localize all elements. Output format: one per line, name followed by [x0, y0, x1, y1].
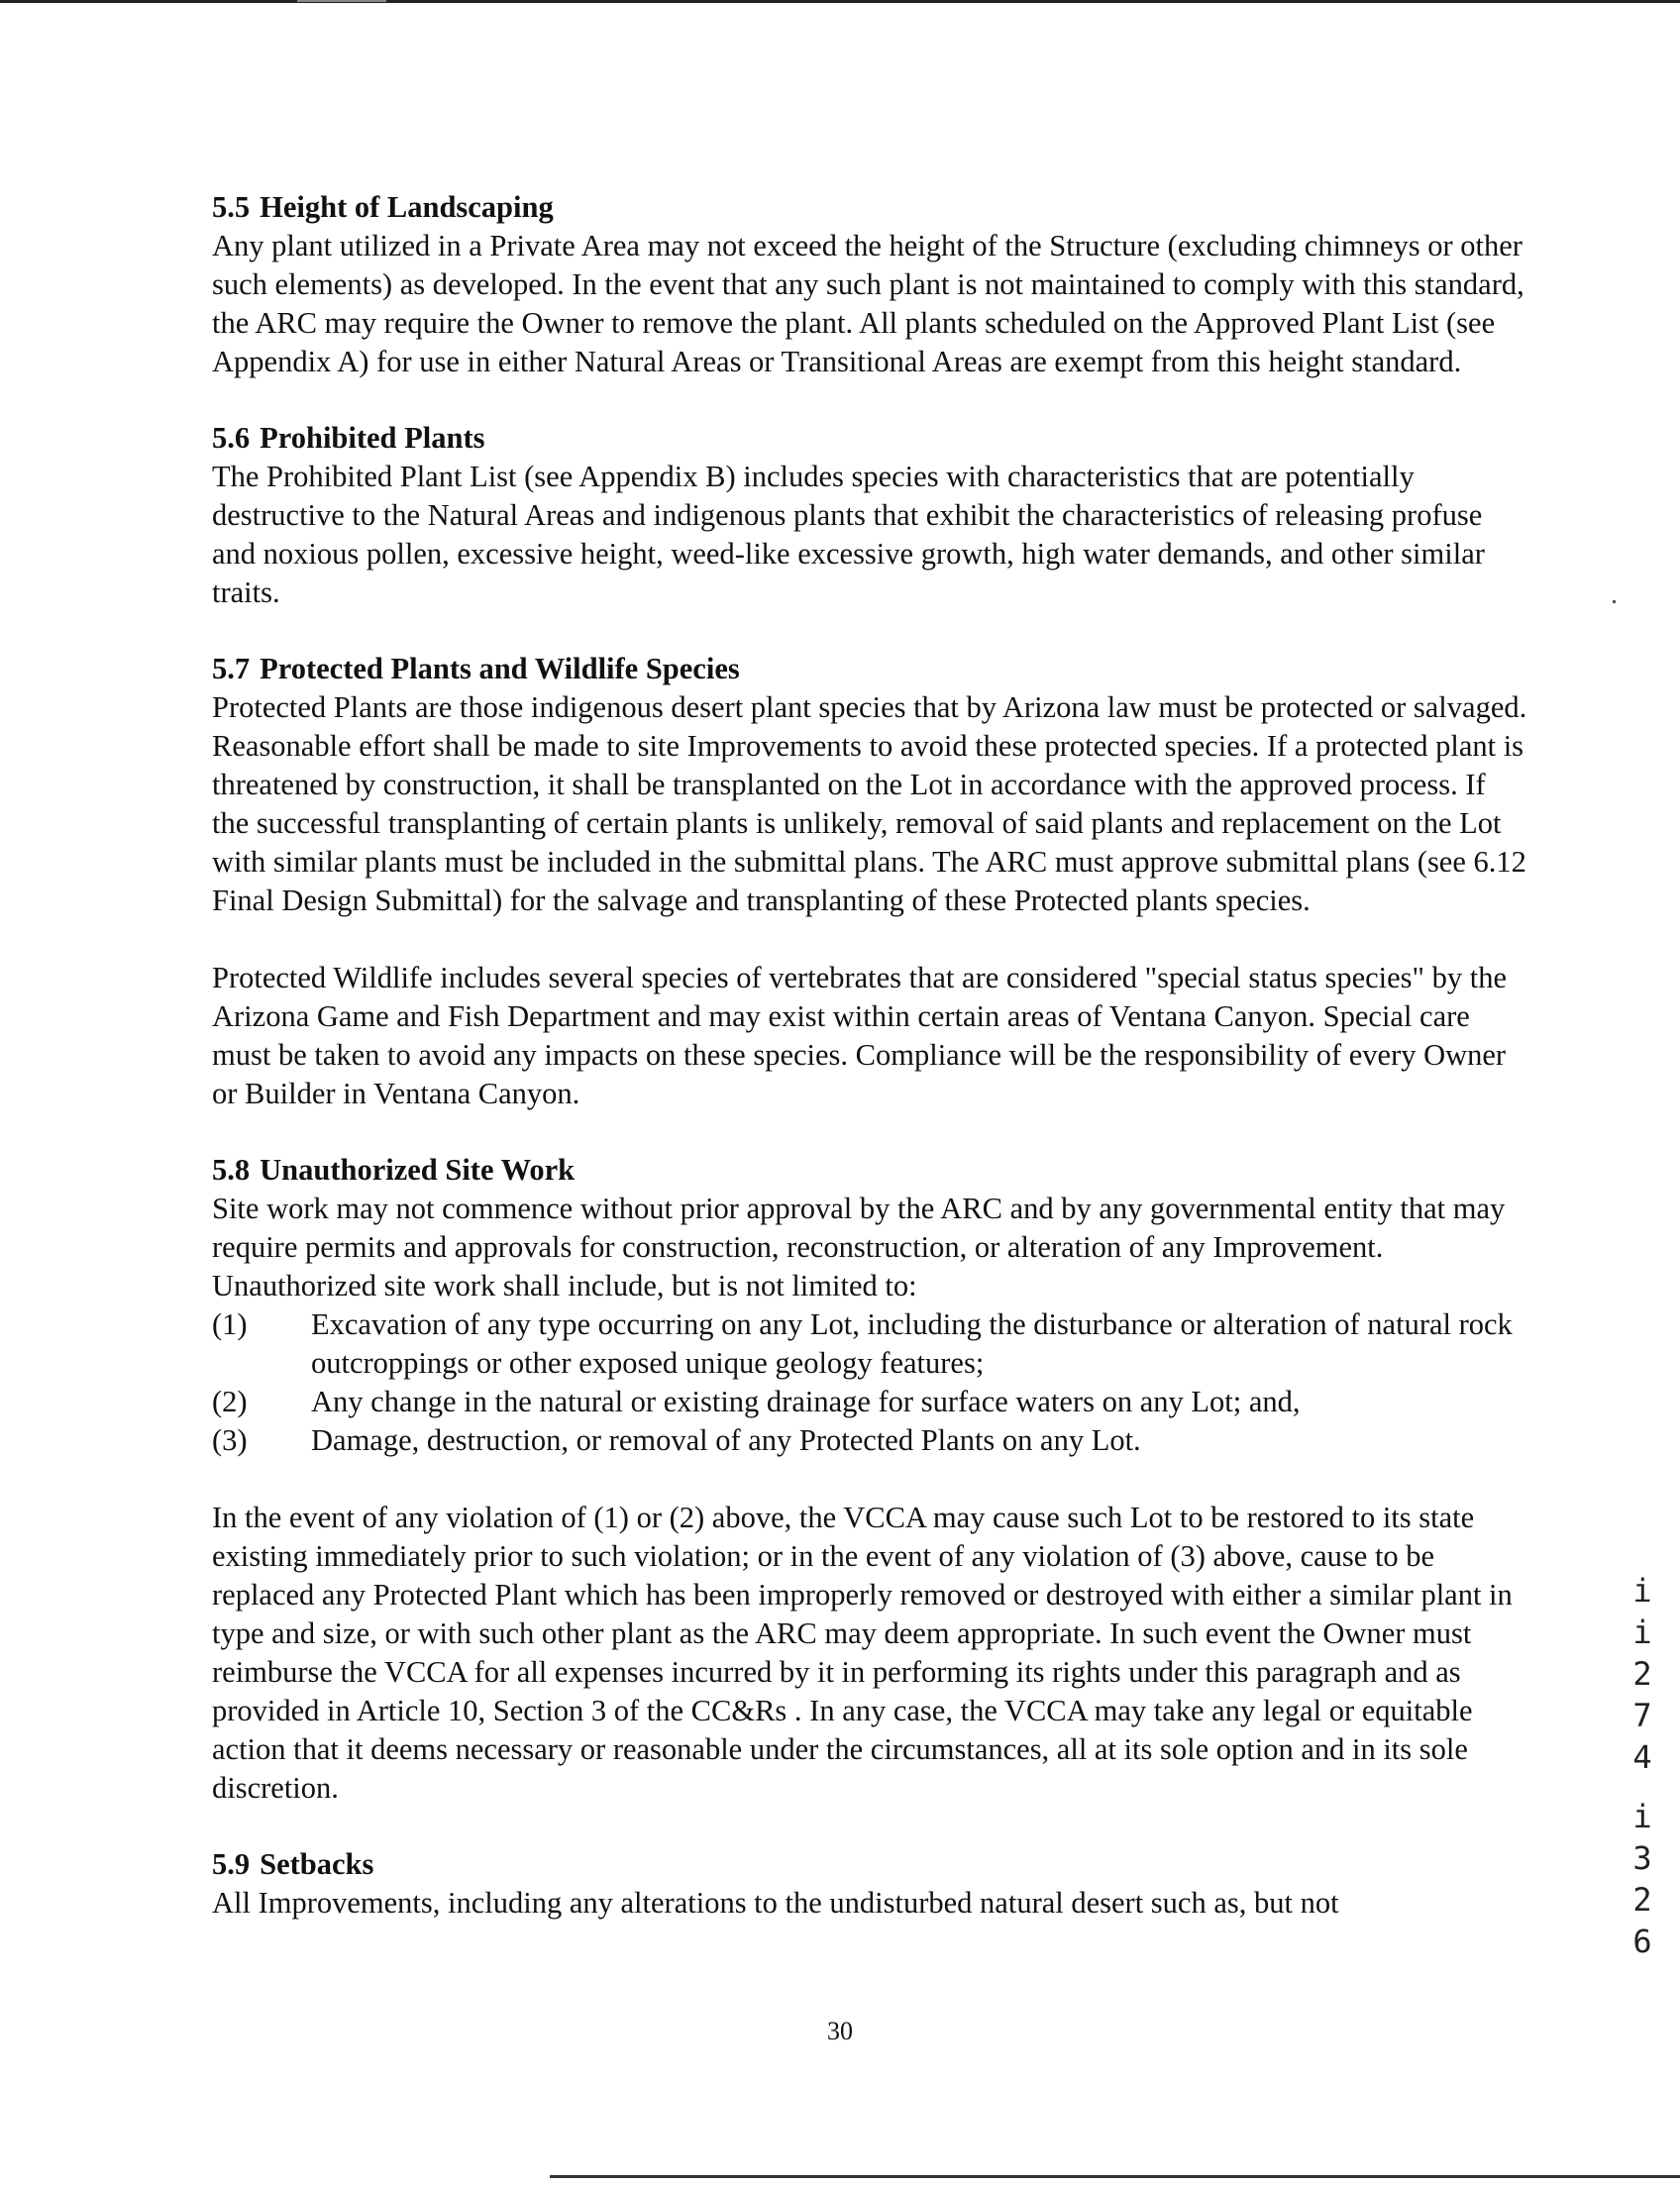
section-heading: 5.9 Setbacks: [212, 1847, 374, 1881]
section-heading: 5.6 Prohibited Plants: [212, 421, 485, 455]
section-heading: 5.7 Protected Plants and Wildlife Species: [212, 652, 740, 685]
section-intro: Site work may not commence without prior approval by the ARC and by any governmental entity that may require permits and approvals for construction, reconstruction, or alteration of any Improvement. Unauthorized site work shall include, but is not limited to:: [212, 1192, 1506, 1302]
list-item: [212, 1305, 1529, 1383]
section-paragraph: Protected Plants are those indigenous desert plant species that by Arizona law must be protected or salvaged. Reasonable effort shall be made to site Improvements to avoid these protected species. If a protected plant is threatened by construction, it shall be transplanted on the Lot in accordance with the approved process. If the successful transplanting of certain plants is unlikely, removal of said plants and replacement on the Lot with similar plants must be included in the submittal plans. The ARC must approve submittal plans (see 6.12 Final Design Submittal) for the salvage and transplanting of these Protected plants species.: [212, 690, 1527, 917]
list-marker: (1): [212, 1307, 248, 1341]
margin-recording-stamp: i i 2 7 4 i 3 2 6: [1632, 1572, 1652, 1960]
bottom-scan-border: [550, 2175, 1680, 2178]
violation-list: [212, 1305, 1529, 1460]
top-scan-mark: [297, 0, 386, 2]
stray-mark: [1613, 600, 1616, 603]
section-paragraph: Protected Wildlife includes several species of vertebrates that are considered "special status species" by the Arizona Game and Fish Department and may exist within certain areas of Ventana Canyon. Special care must be taken to avoid any impacts on these species. Compliance will be the responsibility of every Owner or Builder in Ventana Canyon.: [212, 961, 1508, 1110]
section-heading: 5.5 Height of Landscaping: [212, 190, 554, 224]
section-5-8: [212, 1151, 1529, 1808]
list-item: [212, 1383, 1529, 1421]
list-item: [212, 1421, 1529, 1460]
list-marker: (2): [212, 1385, 248, 1418]
section-paragraph: Any plant utilized in a Private Area may not exceed the height of the Structure (excluding chimneys or other such elements) as developed. In the event that any such plant is not maintained to comply with this standard, the ARC may require the Owner to remove the plant. All plants scheduled on the Approved Plant List (see Appendix A) for use in either Natural Areas or Transitional Areas are exempt from this height standard.: [212, 229, 1524, 378]
section-paragraph: The Prohibited Plant List (see Appendix B) includes species with characteristics that are potentially destructive to the Natural Areas and indigenous plants that exhibit the characteristics of releasing profuse and noxious pollen, excessive height, weed-like excessive growth, high water demands, and other similar traits.: [212, 460, 1485, 609]
section-5-6: [212, 419, 1529, 612]
section-5-9: [212, 1845, 1529, 1923]
section-paragraph: In the event of any violation of (1) or (2) above, the VCCA may cause such Lot to be restored to its state existing immediately prior to such violation; or in the event of any violation of (3) above, cause to be replaced any Protected Plant which has been improperly removed or destroyed with either a similar plant in type and size, or with such other plant as the ARC may deem appropriate. In such event the Owner must reimburse the VCCA for all expenses incurred by it in performing its rights under this paragraph and as provided in Article 10, Section 3 of the CC&Rs . In any case, the VCCA may take any legal or equitable action that it deems necessary or reasonable under the circumstances, all at its sole option and in its sole discretion.: [212, 1501, 1513, 1805]
section-5-7: [212, 650, 1529, 1113]
list-text: Any change in the natural or existing drainage for surface waters on any Lot; and,: [311, 1385, 1301, 1418]
page-number: 30: [827, 2017, 853, 2045]
section-5-5: [212, 188, 1529, 381]
section-paragraph: All Improvements, including any alterations to the undisturbed natural desert such as, but not: [212, 1886, 1339, 1920]
list-marker: (3): [212, 1423, 248, 1457]
document-body: [212, 188, 1529, 1960]
list-text: Damage, destruction, or removal of any Protected Plants on any Lot.: [311, 1423, 1141, 1457]
top-scan-border: [0, 0, 1680, 3]
list-text: Excavation of any type occurring on any Lot, including the disturbance or alteration of natural rock outcroppings or other exposed unique geology features;: [311, 1307, 1513, 1380]
section-heading: 5.8 Unauthorized Site Work: [212, 1153, 576, 1187]
